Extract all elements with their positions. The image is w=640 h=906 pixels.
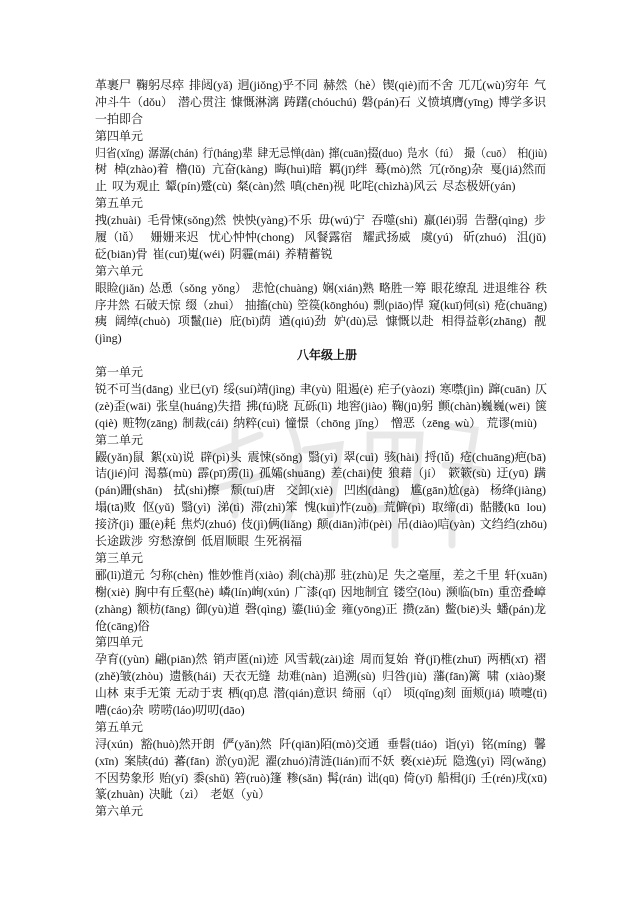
vocab-line <box>95 330 547 347</box>
unit-title-text: 第二单元 <box>95 432 144 447</box>
vocab-line <box>95 178 547 195</box>
vocab-line <box>95 111 547 128</box>
vocab-line-text: (jìng) <box>95 331 122 346</box>
vocab-line-text: 一拍即合 <box>95 111 144 126</box>
vocab-line <box>95 618 547 635</box>
unit-title <box>95 550 547 567</box>
vocab-line-text: 诘(jié)问 渴慕(mù) 霹(pī)雳(lì) 孤孀(shuāng) 差(chāi)使 狼藉（jí） 簌簌(sù) 迂(yū) 蹒 <box>95 466 546 481</box>
vocab-line <box>95 651 547 668</box>
vocab-line <box>95 736 547 753</box>
vocab-line-text: 郦(lì)道元 匀称(chèn) 惟妙惟肖(xiào) 刹(chà)那 驻(zhù)足 失之毫厘，差之千里 轩(xuān) <box>95 567 547 582</box>
vocab-line-text: 革裹尸 鞠躬尽瘁 排闼(yǎ) 迥(jiǒng)乎不同 赫然（hè）锲(qiè)而不舍 兀兀(wù)穷年 气 <box>95 78 546 92</box>
vocab-line-text: 嘈(cáo)杂 唠唠(láo)叨叨(dāo) <box>95 702 245 717</box>
vocab-line <box>95 533 547 550</box>
vocab-line-text: 履（lǚ） 姗姗来迟 忧心忡忡(chong) 风餐露宿 耀武扬威 虞(yú) 斫(zhuó) 沮(jǔ) <box>95 230 546 245</box>
vocab-line-text: 榭(xiè) 胸中有丘壑(hè) 嶙(lín)峋(xún) 广漆(qī) 因地制宜 镂空(lòu) 濒临(bīn) 重峦叠嶂 <box>95 584 546 599</box>
unit-title <box>95 803 547 820</box>
unit-title <box>95 364 547 381</box>
vocab-line-text: 伧(cāng)俗 <box>95 618 150 633</box>
vocab-line <box>95 398 547 415</box>
unit-title-text: 第六单元 <box>95 263 144 278</box>
vocab-line <box>95 770 547 787</box>
vocab-line <box>95 77 547 94</box>
unit-title <box>95 432 547 449</box>
vocab-line-text: (zhàng) 额枋(fāng) 御(yù)道 磬(qìng) 鎏(liú)金 雍(yōng)正 攒(zǎn) 鳖(biē)头 蟠(pán)龙 <box>95 601 546 616</box>
vocab-line-text: 拽(zhuài) 毛骨悚(sǒng)然 怏怏(yàng)不乐 毋(wú)宁 吞噬(shì) 羸(léi)弱 告罄(qìng) 步 <box>95 213 546 228</box>
unit-title-text: 第四单元 <box>95 128 144 143</box>
vocab-line-text: 归省(xǐng) 潺潺(chán) 行(háng)辈 肆无忌惮(dàn) 撺(cuān)掇(duo) 凫水（fú） 撮（cuō） 桕(jiù) <box>95 145 547 160</box>
vocab-line <box>95 584 547 601</box>
vocab-line <box>95 229 547 246</box>
unit-title <box>95 634 547 651</box>
vocab-line-text: 序井然 石破天惊 缀（zhuì） 抽搐(chù) 箜篌(kōnghóu) 剽(piāo)悍 窥(kuī)伺(sì) 疮(chuāng) <box>95 297 547 312</box>
vocab-line <box>95 212 547 229</box>
vocab-line-text: 止 叹为观止 颦(pín)蹙(cù) 粲(càn)然 嗔(chēn)视 叱咤(chìzhà)风云 尽态极妍(yán) <box>95 179 516 194</box>
vocab-line <box>95 313 547 330</box>
vocab-line-text: 眼睑(jiǎn) 怂恿（sǒng yǒng） 悲怆(chuàng) 娴(xián)熟 略胜一筹 眼花缭乱 进退维谷 秩 <box>95 280 547 295</box>
document-page <box>95 77 547 820</box>
vocab-line <box>95 145 547 162</box>
unit-title-text: 第六单元 <box>95 804 144 819</box>
vocab-line-text: (zhě)皱(zhòu) 遗骸(hái) 天衣无缝 劫难(nàn) 追溯(sù) 归咎(jiù) 藩(fān)篱 啸 (xiào)聚 <box>95 669 546 684</box>
vocab-line <box>95 786 547 803</box>
unit-title <box>95 719 547 736</box>
vocab-line-text: 长途跋涉 穷愁潦倒 低眉顺眼 生死祸福 <box>95 534 303 549</box>
unit-title <box>95 263 547 280</box>
unit-title-text: 第一单元 <box>95 365 144 380</box>
vocab-line <box>95 415 547 432</box>
vocab-line-text: 浔(xún) 豁(huò)然开朗 俨(yǎn)然 阡(qiān)陌(mò)交通 垂髫(tiáo) 诣(yì) 铭(míng) 馨 <box>95 736 546 751</box>
vocab-line-text: (pán)跚(shān) 拭(shì)擦 颓(tuí)唐 交卸(xiè) 凹凼(dàng) 尴(gān)尬(gà) 杨绛(jiàng) <box>95 483 546 498</box>
vocab-line-text: (zè)歪(wāi) 张皇(huáng)失措 拂(fú)晓 瓦砾(lì) 地窖(jiào) 鞠(jū)躬 颤(chàn)巍巍(wēi) 箧 <box>95 398 547 413</box>
vocab-line-text: 塌(tā)败 伛(yǔ) 翳(yì) 涕(tì) 滞(zhì)笨 愧(kuì)怍(zuò) 荒僻(pì) 取缔(dì) 骷髅(kū lou) <box>95 500 546 515</box>
vocab-line <box>95 702 547 719</box>
grade-heading-text: 八年级上册 <box>296 348 357 363</box>
vocab-line <box>95 516 547 533</box>
vocab-line <box>95 280 547 297</box>
vocab-line-text: 砭(biān)骨 崔(cuī)嵬(wéi) 阴霾(mái) 养精蓄锐 <box>95 246 333 261</box>
unit-title <box>95 195 547 212</box>
vocab-line <box>95 685 547 702</box>
unit-title-text: 第三单元 <box>95 550 144 565</box>
vocab-line-text: 孕育((yùn) 翩(piān)然 销声匿(nì)迹 风雪载(zài)途 周而复始 脊(jǐ)椎(zhuī) 两栖(xī) 褶 <box>95 652 546 667</box>
vocab-line <box>95 482 547 499</box>
vocab-line-text: 接济(jì) 噩(è)耗 焦灼(zhuó) 伎(jì)俩(liǎng) 颠(diān)沛(pèi) 吊(diào)唁(yàn) 文绉绉(zhōu) <box>95 517 547 532</box>
vocab-line <box>95 753 547 770</box>
vocab-line-text: 痍 阔绰(chuò) 项鬣(liè) 庇(bì)荫 遒(qiú)劲 妒(dù)忌 慷慨以赴 相得益彰(zhāng) 靓 <box>95 314 546 329</box>
unit-title <box>95 128 547 145</box>
vocab-line <box>95 668 547 685</box>
unit-title-text: 第五单元 <box>95 196 144 211</box>
vocab-line-text: (xīn) 案牍(dú) 蕃(fān) 淤(yū)泥 濯(zhuó)清涟(lián)而不妖 亵(xiè)玩 隐逸(yì) 罔(wǎng) <box>95 753 546 768</box>
vocab-line <box>95 246 547 263</box>
vocab-line-text: 鼹(yǎn)鼠 絮(xù)说 辟(pì)头 震悚(sǒng) 翳(yì) 翠(cuì) 骇(hài) 捋(lǚ) 疮(chuāng)疤(bā) <box>95 449 546 464</box>
vocab-line-text: 不因势象形 贻(yí) 黍(shǔ) 箬(ruò)篷 糁(sǎn) 髯(rán) 诎(qū) 倚(yǐ) 船楫(jí) 壬(rén)戌(xū) <box>95 770 547 785</box>
vocab-line-text: 冲斗牛（dǒu） 潜心贯注 慷慨淋漓 踌躇(chóuchú) 磐(pán)石 义愤填膺(yīng) 博学多识 <box>95 94 546 109</box>
vocab-line <box>95 601 547 618</box>
vocab-line <box>95 567 547 584</box>
vocab-line <box>95 161 547 178</box>
vocab-line <box>95 465 547 482</box>
vocab-line <box>95 297 547 314</box>
vocab-line <box>95 381 547 398</box>
unit-title-text: 第四单元 <box>95 635 144 650</box>
grade-heading <box>95 347 547 364</box>
vocab-line-text: 篆(zhuàn) 决眦（zì） 老妪（yù） <box>95 787 271 802</box>
unit-title-text: 第五单元 <box>95 719 144 734</box>
vocab-line-text: 锐不可当(dāng) 业已(yǐ) 绥(suí)靖(jìng) 聿(yù) 阻遏(è) 疟子(yàozi) 寒噤(jìn) 蹿(cuān) 仄 <box>95 382 547 397</box>
vocab-line <box>95 449 547 466</box>
vocab-line-text: (qiè) 赃物(zāng) 制裁(cái) 纳粹(cuì) 憧憬（chōng jǐng） 憎恶（zēng wù） 荒谬(miù) <box>95 415 537 430</box>
vocab-line-text: 山林 束手无策 无动于衷 栖(qī)息 潜(qián)意识 绮丽（qǐ） 顷(qǐng)刻 面颊(jiá) 喷嚏(tì) <box>95 686 547 701</box>
vocab-line-text: 树 棹(zhào)着 橹(lǔ) 亢奋(kàng) 晦(huì)暗 羁(jī)绊 蓦(mò)然 冗(rǒng)杂 戛(jiá)然而 <box>95 162 546 177</box>
vocab-line <box>95 499 547 516</box>
vocab-line <box>95 94 547 111</box>
